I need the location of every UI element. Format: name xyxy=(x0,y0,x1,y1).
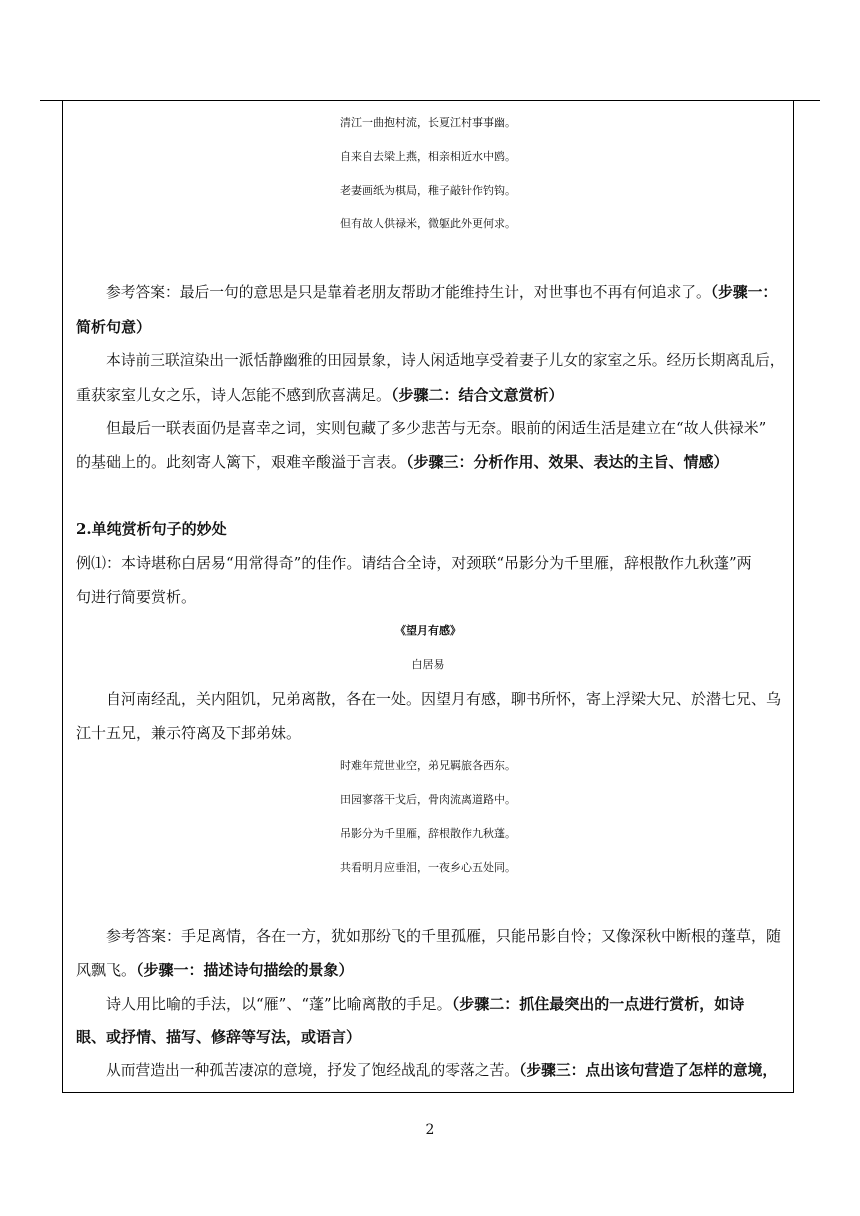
answer1-step3-label: （步骤三：分析作用、效果、表达的主旨、情感） xyxy=(406,453,729,471)
answer2-paragraph2-line1 xyxy=(106,994,744,1014)
poem1-line-3: 老妻画纸为棋局，稚子敲针作钓钩。 xyxy=(340,184,516,197)
question-line2: 句进行简要赏析。 xyxy=(76,588,197,606)
poem2-line-4: 共看明月应垂泪，一夜乡心五处同。 xyxy=(340,861,516,874)
answer2-paragraph1-line2 xyxy=(76,960,354,980)
answer2-paragraph1-text: 风飘飞。 xyxy=(76,961,137,979)
preface-line1: 自河南经乱，关内阻饥，兄弟离散，各在一处。因望月有感，聊书所怀，寄上浮梁大兄、於潜七兄、乌 xyxy=(106,690,782,708)
page-number: 2 xyxy=(425,1122,435,1138)
answer2-step2-label-cont: 眼、或抒情、描写、修辞等写法，或语言） xyxy=(76,1028,362,1046)
answer2-step3-label: （步骤三：点出该句营造了怎样的意境， xyxy=(519,1062,778,1079)
answer1-step1-label-cont: 简析句意） xyxy=(76,318,152,336)
section2-heading: 2.单纯赏析句子的妙处 xyxy=(76,520,227,538)
poem1-line-4: 但有故人供禄米，微躯此外更何求。 xyxy=(340,217,516,230)
answer1-paragraph3-text: 的基础上的。此刻寄人篱下，艰难辛酸溢于言表。 xyxy=(76,453,407,471)
poem1-line-2: 自来自去梁上燕，相亲相近水中鸥。 xyxy=(340,150,516,163)
preface-line2: 江十五兄，兼示符离及下邽弟妹。 xyxy=(76,724,302,742)
answer2-paragraph1-line1: 参考答案：手足离情，各在一方，犹如那纷飞的千里孤雁，只能吊影自怜；又像深秋中断根的蓬草，随 xyxy=(106,927,782,945)
answer1-paragraph3-line1: 但最后一联表面仍是喜幸之词，实则包藏了多少悲苦与无奈。眼前的闲适生活是建立在“故人供禄米” xyxy=(106,419,767,437)
poem2-title: 《望月有感》 xyxy=(395,624,461,637)
answer1-paragraph3-line2 xyxy=(76,452,729,472)
answer1-paragraph2-line1: 本诗前三联渲染出一派恬静幽雅的田园景象，诗人闲适地享受着妻子儿女的家室之乐。经历长期离乱后， xyxy=(106,352,785,369)
answer2-paragraph2-text: 诗人用比喻的手法，以“雁”、“蓬”比喻离散的手足。 xyxy=(106,995,452,1013)
answer2-step1-label: （步骤一：描述诗句描绘的景象） xyxy=(136,961,354,979)
poem2-author: 白居易 xyxy=(411,658,445,671)
poem2-line-1: 时难年荒世业空，弟兄羁旅各西东。 xyxy=(340,759,516,772)
answer1-step2-label: （步骤二：结合文意赏析） xyxy=(391,386,564,404)
answer1-text: 参考答案：最后一句的意思是只是靠着老朋友帮助才能维持生计，对世事也不再有何追求了。 xyxy=(106,284,711,301)
answer2-paragraph3-text: 从而营造出一种孤苦凄凉的意境，抒发了饱经战乱的零落之苦。 xyxy=(106,1062,519,1079)
question-line1: 例⑴：本诗堪称白居易“用常得奇”的佳作。请结合全诗，对颈联“吊影分为千里雁，辞根散作九秋蓬”两 xyxy=(76,554,752,572)
answer1-step1-label: （步骤一： xyxy=(710,284,778,301)
answer1-paragraph1-line1 xyxy=(106,283,777,303)
answer1-paragraph2-line2 xyxy=(76,385,564,405)
poem2-line-2: 田园寥落干戈后，骨肉流离道路中。 xyxy=(340,793,516,806)
answer2-paragraph3-line1 xyxy=(106,1061,777,1081)
answer1-paragraph2-text: 重获家室儿女之乐，诗人怎能不感到欣喜满足。 xyxy=(76,386,392,404)
poem1-line-1: 清江一曲抱村流，长夏江村事事幽。 xyxy=(340,116,516,129)
poem2-line-3: 吊影分为千里雁，辞根散作九秋蓬。 xyxy=(340,827,516,840)
answer2-step2-label: （步骤二：抓住最突出的一点进行赏析，如诗 xyxy=(451,995,745,1013)
